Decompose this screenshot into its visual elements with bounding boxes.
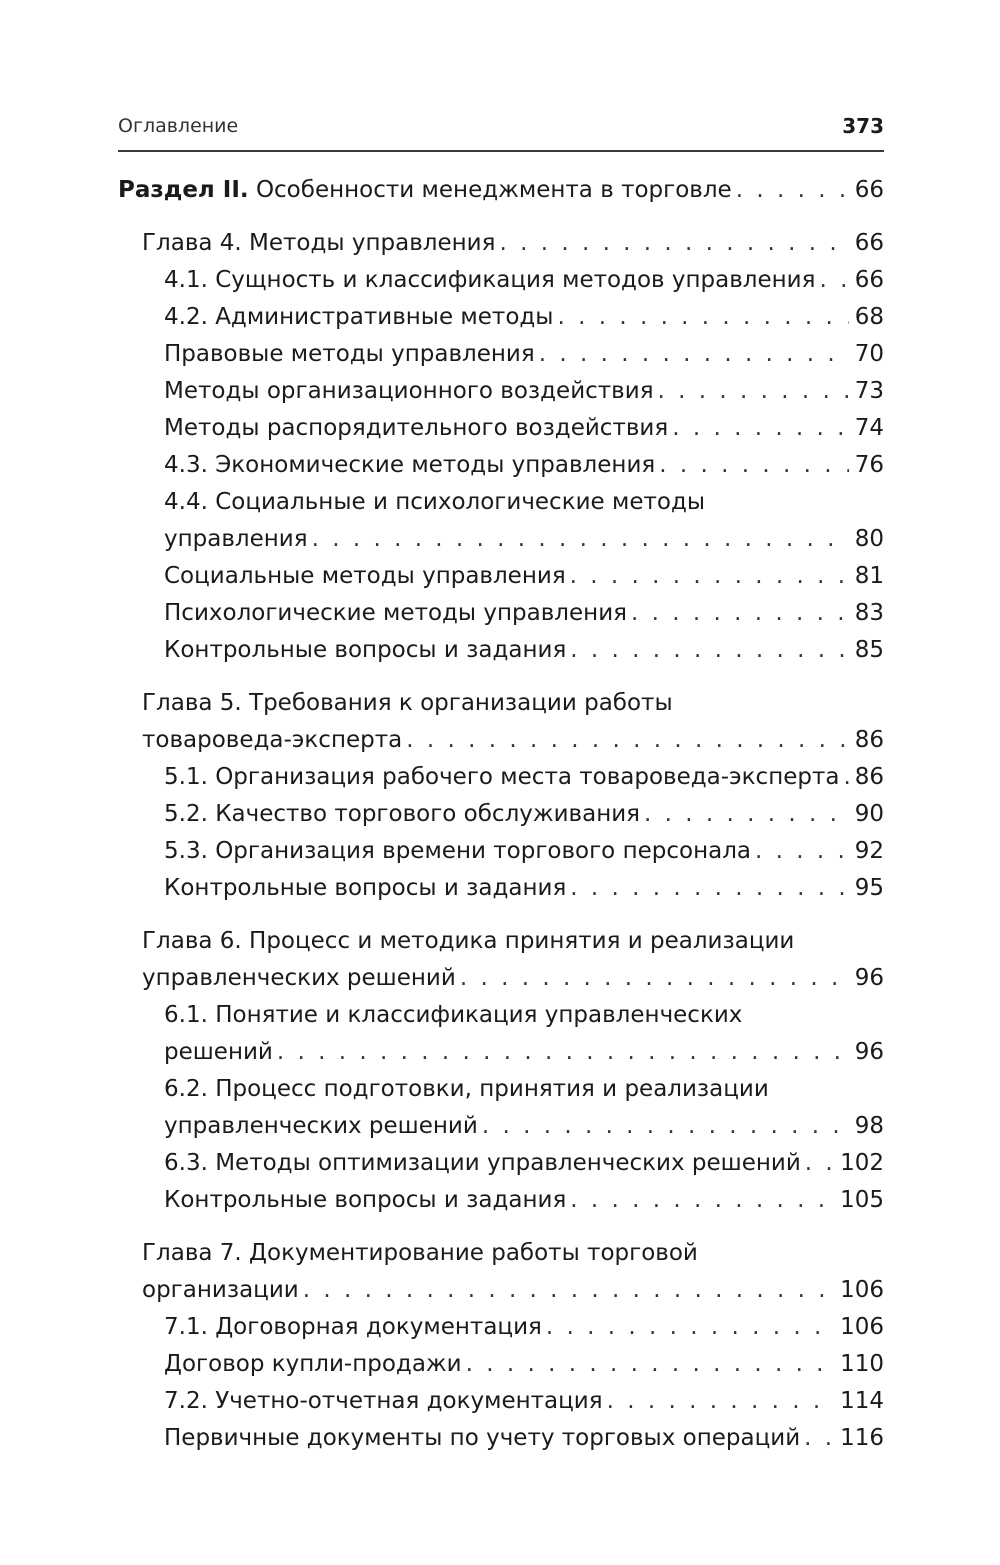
toc-entry-4-2[interactable] <box>164 299 884 336</box>
section-label: Раздел II. <box>118 177 249 203</box>
toc-entry-primary-documents[interactable] <box>164 1420 884 1457</box>
page-ref: 86 <box>854 727 884 753</box>
toc-entry-5-1[interactable] <box>164 759 884 796</box>
dot-leader <box>819 262 848 299</box>
dot-leader <box>659 447 848 484</box>
toc-entry-chapter-7-line1[interactable] <box>142 1235 884 1272</box>
entry-title: Глава 4. Методы управления <box>142 230 496 256</box>
entry-title: управления <box>164 526 308 552</box>
toc-entry-chapter-7[interactable] <box>142 1272 884 1309</box>
toc-entry-ch6-questions[interactable] <box>164 1182 884 1219</box>
page-ref: 66 <box>854 267 884 293</box>
toc-entry-chapter-5-line1[interactable] <box>142 685 884 722</box>
entry-title: 7.1. Договорная документация <box>164 1314 542 1340</box>
toc-entry-5-3[interactable] <box>164 833 884 870</box>
entry-title: Первичные документы по учету торговых операций <box>164 1425 801 1451</box>
toc-entry-social-methods[interactable] <box>164 558 884 595</box>
toc-entry-chapter-6[interactable] <box>142 960 884 997</box>
entry-title: Правовые методы управления <box>164 341 535 367</box>
page-number: 373 <box>842 114 884 138</box>
dot-leader <box>804 1420 834 1457</box>
page-ref: 92 <box>854 838 884 864</box>
page-ref: 102 <box>840 1150 884 1176</box>
dot-leader <box>277 1034 849 1071</box>
entry-title: 7.2. Учетно-отчетная документация <box>164 1388 603 1414</box>
toc-entry-chapter-4[interactable] <box>142 225 884 262</box>
toc-entry-6-2[interactable] <box>164 1108 884 1145</box>
entry-title: Психологические методы управления <box>164 600 627 626</box>
entry-title: 4.4. Социальные и психологические методы <box>164 489 706 515</box>
dot-leader <box>631 595 849 632</box>
dot-leader <box>672 410 849 447</box>
toc-entry-legal-methods[interactable] <box>164 336 884 373</box>
entry-title: Методы распорядительного воздействия <box>164 415 669 441</box>
dot-leader <box>482 1108 849 1145</box>
toc-entry-chapter-6-line1[interactable] <box>142 923 884 960</box>
page-ref: 86 <box>854 764 884 790</box>
toc-entry-directive-methods[interactable] <box>164 410 884 447</box>
page-ref: 81 <box>854 563 884 589</box>
entry-title: Методы организационного воздействия <box>164 378 654 404</box>
entry-title: Контрольные вопросы и задания <box>164 1187 567 1213</box>
toc-entry-4-1[interactable] <box>164 262 884 299</box>
dot-leader <box>499 225 848 262</box>
entry-title: организации <box>142 1277 299 1303</box>
entry-title: Договор купли-продажи <box>164 1351 462 1377</box>
page-ref: 76 <box>854 452 884 478</box>
entry-title: решений <box>164 1039 273 1065</box>
entry-title: товароведа-эксперта <box>142 727 403 753</box>
page-ref: 98 <box>854 1113 884 1139</box>
page-ref: 80 <box>854 526 884 552</box>
dot-leader <box>303 1272 834 1309</box>
entry-title: 5.3. Организация времени торгового персонала <box>164 838 751 864</box>
dot-leader <box>658 373 849 410</box>
page-ref: 90 <box>854 801 884 827</box>
entry-title: управленческих решений <box>164 1113 478 1139</box>
toc-entry-6-2-line1[interactable] <box>164 1071 884 1108</box>
toc-entry-7-1[interactable] <box>164 1309 884 1346</box>
dot-leader <box>843 759 848 796</box>
header-rule <box>118 150 884 152</box>
toc-entry-6-3[interactable] <box>164 1145 884 1182</box>
page-ref: 68 <box>854 304 884 330</box>
toc-entry-ch4-questions[interactable] <box>164 632 884 669</box>
page-ref: 74 <box>854 415 884 441</box>
dot-leader <box>570 558 849 595</box>
page-ref: 110 <box>840 1351 884 1377</box>
dot-leader <box>755 833 849 870</box>
page-ref: 96 <box>854 1039 884 1065</box>
entry-title: Социальные методы управления <box>164 563 566 589</box>
toc-entry-6-1[interactable] <box>164 1034 884 1071</box>
entry-title: Глава 7. Документирование работы торговой <box>142 1240 698 1266</box>
page-ref: 105 <box>840 1187 884 1213</box>
entry-title: Глава 6. Процесс и методика принятия и реализации <box>142 928 795 954</box>
entry-title: Глава 5. Требования к организации работы <box>142 690 673 716</box>
toc-entry-7-2[interactable] <box>164 1383 884 1420</box>
dot-leader <box>570 870 848 907</box>
dot-leader <box>312 521 849 558</box>
dot-leader <box>406 722 848 759</box>
dot-leader <box>570 632 848 669</box>
entry-title: 6.3. Методы оптимизации управленческих решений <box>164 1150 801 1176</box>
section-title: Особенности менеджмента в торговле <box>255 177 732 203</box>
dot-leader <box>736 172 849 209</box>
page-ref: 70 <box>854 341 884 367</box>
entry-title: 4.1. Сущность и классификация методов управления <box>164 267 816 293</box>
toc-entry-6-1-line1[interactable] <box>164 997 884 1034</box>
dot-leader <box>466 1346 834 1383</box>
dot-leader <box>539 336 849 373</box>
entry-title: 5.1. Организация рабочего места товароведа-эксперта <box>164 764 840 790</box>
toc-entry-organizational-methods[interactable] <box>164 373 884 410</box>
toc-entry-psychological-methods[interactable] <box>164 595 884 632</box>
dot-leader <box>460 960 849 997</box>
entry-title: Контрольные вопросы и задания <box>164 637 567 663</box>
page-ref: 83 <box>854 600 884 626</box>
toc-entry-ch5-questions[interactable] <box>164 870 884 907</box>
running-header-title: Оглавление <box>118 115 239 137</box>
entry-title: 4.2. Административные методы <box>164 304 554 330</box>
entry-title: 6.2. Процесс подготовки, принятия и реализации <box>164 1076 769 1102</box>
entry-title: 4.3. Экономические методы управления <box>164 452 656 478</box>
page-ref: 73 <box>854 378 884 404</box>
dot-leader <box>805 1145 834 1182</box>
dot-leader <box>570 1182 834 1219</box>
page-ref: 85 <box>854 637 884 663</box>
toc-entry-4-4-line1[interactable] <box>164 484 884 521</box>
running-header <box>118 110 884 142</box>
toc-entry-section-2[interactable] <box>118 172 884 209</box>
page-ref: 106 <box>840 1277 884 1303</box>
entry-title: Контрольные вопросы и задания <box>164 875 567 901</box>
toc-entry-4-4[interactable] <box>164 521 884 558</box>
page-ref: 106 <box>840 1314 884 1340</box>
dot-leader <box>607 1383 834 1420</box>
toc-entry-5-2[interactable] <box>164 796 884 833</box>
entry-title: 5.2. Качество торгового обслуживания <box>164 801 641 827</box>
page-ref: 114 <box>840 1388 884 1414</box>
entry-title: управленческих решений <box>142 965 456 991</box>
toc-entry-sales-contract[interactable] <box>164 1346 884 1383</box>
toc-entry-4-3[interactable] <box>164 447 884 484</box>
page-ref: 66 <box>854 177 884 203</box>
entry-title: 6.1. Понятие и классификация управленческих <box>164 1002 743 1028</box>
page-ref: 116 <box>840 1425 884 1451</box>
toc-entry-chapter-5[interactable] <box>142 722 884 759</box>
page-ref: 66 <box>854 230 884 256</box>
page-ref: 95 <box>854 875 884 901</box>
dot-leader <box>557 299 848 336</box>
dot-leader <box>546 1309 834 1346</box>
dot-leader <box>644 796 849 833</box>
page-ref: 96 <box>854 965 884 991</box>
